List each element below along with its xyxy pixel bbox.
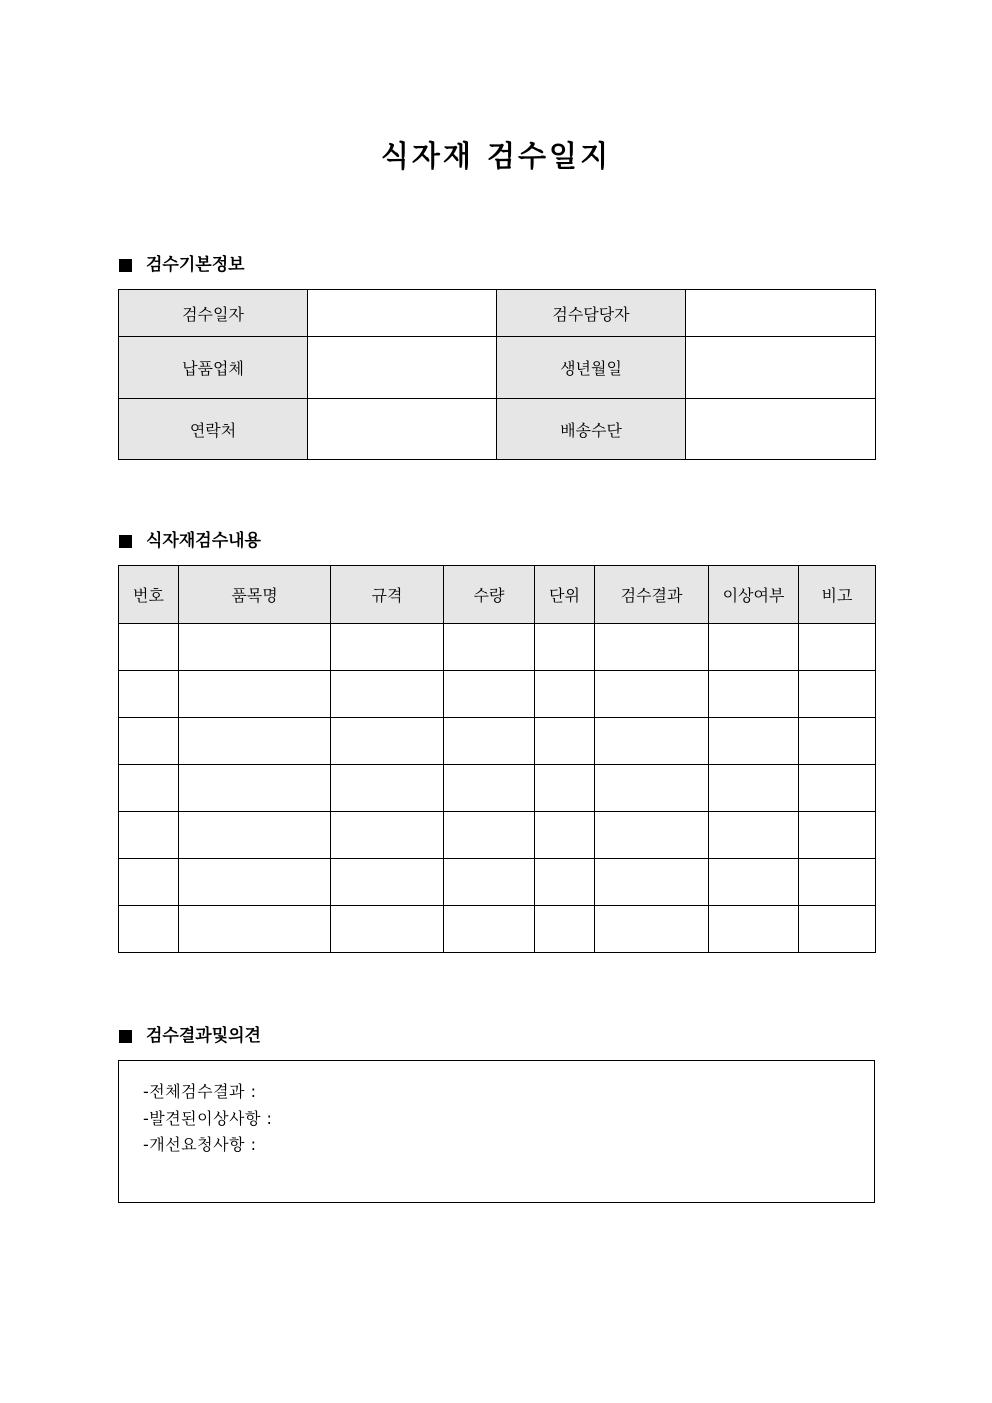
table-row [119,290,876,337]
cell-quantity[interactable] [444,765,535,812]
cell-result[interactable] [595,765,709,812]
cell-unit[interactable] [535,859,595,906]
cell-number[interactable] [119,859,179,906]
cell-item-name[interactable] [179,906,331,953]
section-heading-inspection [119,530,261,552]
cell-spec[interactable] [331,671,444,718]
inspection-date-field[interactable] [308,290,497,337]
cell-abnormality[interactable] [709,718,799,765]
table-row [119,671,876,718]
cell-unit[interactable] [535,906,595,953]
cell-item-name[interactable] [179,718,331,765]
section-heading-label: 검수결과및의견 [146,1026,261,1046]
cell-result[interactable] [595,859,709,906]
cell-abnormality[interactable] [709,765,799,812]
label-birthdate: 생년월일 [497,337,686,399]
label-contact: 연락처 [119,399,308,460]
cell-abnormality[interactable] [709,671,799,718]
table-row [119,765,876,812]
column-header-item-name: 품목명 [179,566,331,624]
label-inspection-date: 검수일자 [119,290,308,337]
inspection-items-body [119,624,876,953]
cell-remarks[interactable] [799,624,876,671]
cell-quantity[interactable] [444,671,535,718]
table-row [119,859,876,906]
cell-quantity[interactable] [444,859,535,906]
column-header-unit: 단위 [535,566,595,624]
cell-spec[interactable] [331,812,444,859]
cell-number[interactable] [119,812,179,859]
contact-field[interactable] [308,399,497,460]
cell-quantity[interactable] [444,906,535,953]
cell-number[interactable] [119,906,179,953]
cell-quantity[interactable] [444,718,535,765]
overall-result-line: -전체검수결과 : [143,1082,257,1101]
cell-unit[interactable] [535,718,595,765]
cell-quantity[interactable] [444,624,535,671]
column-header-spec: 규격 [331,566,444,624]
label-delivery-method: 배송수단 [497,399,686,460]
cell-item-name[interactable] [179,859,331,906]
column-header-result: 검수결과 [595,566,709,624]
inspector-field[interactable] [686,290,876,337]
basic-info-table [118,289,876,460]
cell-spec[interactable] [331,718,444,765]
cell-result[interactable] [595,624,709,671]
cell-unit[interactable] [535,765,595,812]
cell-quantity[interactable] [444,812,535,859]
cell-remarks[interactable] [799,671,876,718]
cell-number[interactable] [119,718,179,765]
cell-result[interactable] [595,718,709,765]
cell-remarks[interactable] [799,859,876,906]
cell-spec[interactable] [331,906,444,953]
table-row [119,624,876,671]
cell-result[interactable] [595,906,709,953]
table-row [119,906,876,953]
table-row [119,812,876,859]
cell-unit[interactable] [535,812,595,859]
table-row [119,399,876,460]
column-header-remarks: 비고 [799,566,876,624]
cell-abnormality[interactable] [709,859,799,906]
square-bullet-icon [119,1030,132,1043]
inspection-items-table [118,565,876,953]
cell-remarks[interactable] [799,765,876,812]
table-row [119,718,876,765]
cell-item-name[interactable] [179,671,331,718]
square-bullet-icon [119,535,132,548]
label-inspector: 검수담당자 [497,290,686,337]
cell-number[interactable] [119,765,179,812]
section-heading-label: 식자재검수내용 [146,531,261,551]
found-issues-line: -발견된이상사항 : [143,1109,273,1128]
cell-remarks[interactable] [799,906,876,953]
cell-unit[interactable] [535,624,595,671]
square-bullet-icon [119,259,132,272]
cell-spec[interactable] [331,765,444,812]
cell-item-name[interactable] [179,624,331,671]
section-heading-results [119,1025,261,1047]
section-heading-label: 검수기본정보 [146,255,245,275]
cell-result[interactable] [595,671,709,718]
improvement-requests-line: -개선요청사항 : [143,1135,257,1154]
section-heading-basic-info [119,254,245,276]
table-row [119,337,876,399]
column-header-abnormality: 이상여부 [709,566,799,624]
results-opinion-box[interactable] [118,1060,875,1203]
column-header-quantity: 수량 [444,566,535,624]
cell-abnormality[interactable] [709,812,799,859]
cell-spec[interactable] [331,624,444,671]
delivery-method-field[interactable] [686,399,876,460]
cell-spec[interactable] [331,859,444,906]
cell-item-name[interactable] [179,812,331,859]
table-header-row [119,566,876,624]
cell-remarks[interactable] [799,718,876,765]
column-header-number: 번호 [119,566,179,624]
cell-unit[interactable] [535,671,595,718]
page-title: 식자재 검수일지 [380,139,612,173]
cell-abnormality[interactable] [709,906,799,953]
cell-abnormality[interactable] [709,624,799,671]
supplier-field[interactable] [308,337,497,399]
cell-number[interactable] [119,671,179,718]
cell-item-name[interactable] [179,765,331,812]
birthdate-field[interactable] [686,337,876,399]
cell-number[interactable] [119,624,179,671]
cell-remarks[interactable] [799,812,876,859]
label-supplier: 납품업체 [119,337,308,399]
cell-result[interactable] [595,812,709,859]
